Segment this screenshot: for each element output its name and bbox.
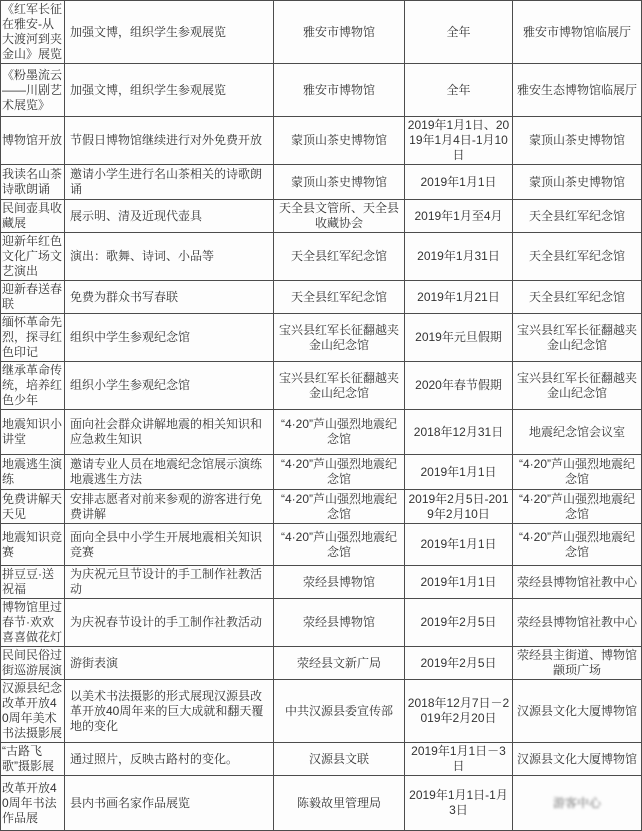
time-cell: 全年 [405,64,513,117]
activity-content-cell: 组织小学生参观纪念馆 [65,362,274,410]
time-cell: 2020年春节假期 [405,362,513,410]
venue-cell: “4·20”芦山强烈地震纪念馆 [513,455,642,490]
activity-content-cell: 安排志愿者对前来参观的游客进行免费讲解 [65,490,274,524]
table-row [1,599,642,647]
table-row [1,64,642,117]
activity-content-cell: 演出：歌舞、诗词、小品等 [65,233,274,281]
activity-name-cell: 地震逃生演练 [1,455,65,490]
table-body [1,1,642,831]
activity-content-cell: 游街表演 [65,647,274,680]
table-row [1,524,642,566]
time-cell: 2019年1月1日-1月3日 [405,776,513,831]
activity-name-cell: 《粉墨流云——川剧艺术展览》 [1,64,65,117]
activity-name-cell: 免费讲解天天见 [1,490,65,524]
activity-content-cell: 面向全县中小学生开展地震相关知识竞赛 [65,524,274,566]
time-cell: 2019年1月至4月 [405,200,513,233]
venue-cell: 荥经县博物馆社教中心 [513,566,642,599]
venue-cell: 雅安生态博物馆临展厅 [513,64,642,117]
organizer-cell: “4·20”芦山强烈地震纪念馆 [274,455,405,490]
table-row [1,743,642,776]
table-row [1,776,642,831]
activity-content-cell: 以美术书法摄影的形式展现汉源县改革开放40周年来的巨大成就和翻天覆地的变化 [65,680,274,743]
table-row [1,647,642,680]
time-cell: 2019年1月1日、2019年1月4日-1月10日 [405,117,513,165]
organizer-cell: “4·20”芦山强烈地震纪念馆 [274,524,405,566]
table-row [1,566,642,599]
activity-content-cell: 展示明、清及近现代壶具 [65,200,274,233]
table-row [1,455,642,490]
table-row [1,233,642,281]
activity-name-cell: 我读名山茶诗歌朗诵 [1,165,65,200]
activity-content-cell: 加强文博，组织学生参观展览 [65,64,274,117]
venue-cell: 天全县红军纪念馆 [513,233,642,281]
activity-content-cell: 为庆祝春节设计的手工制作社教活动 [65,599,274,647]
activity-name-cell: 地震知识竞赛 [1,524,65,566]
activity-name-cell: 地震知识小讲堂 [1,410,65,455]
table-row [1,200,642,233]
organizer-cell: 雅安市博物馆 [274,1,405,64]
activity-name-cell: 博物馆里过春节·欢欢喜喜做花灯 [1,599,65,647]
organizer-cell: 荥经县博物馆 [274,599,405,647]
activity-content-cell: 组织中学生参观纪念馆 [65,314,274,362]
activity-name-cell: 博物馆开放 [1,117,65,165]
organizer-cell: 蒙顶山茶史博物馆 [274,117,405,165]
organizer-cell: 宝兴县红军长征翻越夹金山纪念馆 [274,362,405,410]
time-cell: 2019年元旦假期 [405,314,513,362]
activity-content-cell: 邀请小学生进行名山茶相关的诗歌朗诵 [65,165,274,200]
venue-cell: 雅安市博物馆临展厅 [513,1,642,64]
venue-cell: 蒙顶山茶史博物馆 [513,165,642,200]
organizer-cell: 蒙顶山茶史博物馆 [274,165,405,200]
organizer-cell: 天全县红军纪念馆 [274,233,405,281]
time-cell: 2019年1月1日 [405,524,513,566]
organizer-cell: 雅安市博物馆 [274,64,405,117]
time-cell: 2019年2月5日 [405,599,513,647]
activity-name-cell: 迎新春送春联 [1,281,65,314]
venue-cell: 荥经县主街道、博物馆颛顼广场 [513,647,642,680]
venue-cell: 蒙顶山茶史博物馆 [513,117,642,165]
organizer-cell: 荥经县博物馆 [274,566,405,599]
table-row [1,1,642,64]
time-cell: 2019年1月1日 [405,165,513,200]
table-row [1,117,642,165]
activity-content-cell: 加强文博，组织学生参观展览 [65,1,274,64]
venue-cell: 宝兴县红军长征翻越夹金山纪念馆 [513,314,642,362]
table-row [1,680,642,743]
time-cell: 全年 [405,1,513,64]
organizer-cell: “4·20”芦山强烈地震纪念馆 [274,410,405,455]
time-cell: 2019年1月1日－3日 [405,743,513,776]
activity-name-cell: “古路飞歌”摄影展 [1,743,65,776]
table-row [1,314,642,362]
activity-content-cell: 为庆祝元旦节设计的手工制作社教活动 [65,566,274,599]
venue-cell: 天全县红军纪念馆 [513,200,642,233]
activity-content-cell: 节假日博物馆继续进行对外免费开放 [65,117,274,165]
activity-content-cell: 县内书画名家作品展览 [65,776,274,831]
venue-cell: 地震纪念馆会议室 [513,410,642,455]
table-row [1,490,642,524]
activity-name-cell: 汉源县纪念改革开放40周年美术书法摄影展 [1,680,65,743]
activity-name-cell: 民间壶具收藏展 [1,200,65,233]
venue-cell: 宝兴县红军长征翻越夹金山纪念馆 [513,362,642,410]
venue-cell: 汉源县文化大厦博物馆 [513,743,642,776]
time-cell: 2018年12月31日 [405,410,513,455]
venue-cell: 游客中心 [513,776,642,831]
organizer-cell: “4·20”芦山强烈地震纪念馆 [274,490,405,524]
venue-cell: “4·20”芦山强烈地震纪念馆 [513,490,642,524]
venue-cell: 天全县红军纪念馆 [513,281,642,314]
organizer-cell: 中共汉源县委宣传部 [274,680,405,743]
activity-content-cell: 通过照片，反映古路村的变化。 [65,743,274,776]
activity-name-cell: 改革开放40周年书法作品展 [1,776,65,831]
time-cell: 2018年12月7日－2019年2月20日 [405,680,513,743]
organizer-cell: 天全县文管所、天全县收藏协会 [274,200,405,233]
time-cell: 2019年1月1日 [405,566,513,599]
organizer-cell: 宝兴县红军长征翻越夹金山纪念馆 [274,314,405,362]
activity-content-cell: 邀请专业人员在地震纪念馆展示演练地震逃生方法 [65,455,274,490]
venue-cell: 荥经县博物馆社教中心 [513,599,642,647]
activity-name-cell: 拼豆豆·送祝福 [1,566,65,599]
time-cell: 2019年1月31日 [405,233,513,281]
organizer-cell: 汉源县文联 [274,743,405,776]
organizer-cell: 荥经县文新广局 [274,647,405,680]
table-row [1,281,642,314]
organizer-cell: 陈毅故里管理局 [274,776,405,831]
venue-cell: “4·20”芦山强烈地震纪念馆 [513,524,642,566]
activity-content-cell: 免费为群众书写春联 [65,281,274,314]
activity-name-cell: 继承革命传统，培养红色少年 [1,362,65,410]
table-row [1,165,642,200]
time-cell: 2019年1月1日 [405,455,513,490]
table-row [1,362,642,410]
time-cell: 2019年1月21日 [405,281,513,314]
time-cell: 2019年2月5日-2019年2月10日 [405,490,513,524]
organizer-cell: 天全县红军纪念馆 [274,281,405,314]
activity-content-cell: 面向社会群众讲解地震的相关知识和应急救生知识 [65,410,274,455]
time-cell: 2019年2月5日 [405,647,513,680]
activity-name-cell: 缅怀革命先烈，探寻红色印记 [1,314,65,362]
activity-name-cell: 迎新年红色文化广场文艺演出 [1,233,65,281]
table-row [1,410,642,455]
activity-name-cell: 《红军长征在雅安-从大渡河到夹金山》展览 [1,1,65,64]
venue-cell: 汉源县文化大厦博物馆 [513,680,642,743]
activity-name-cell: 民间民俗过街巡游展演 [1,647,65,680]
